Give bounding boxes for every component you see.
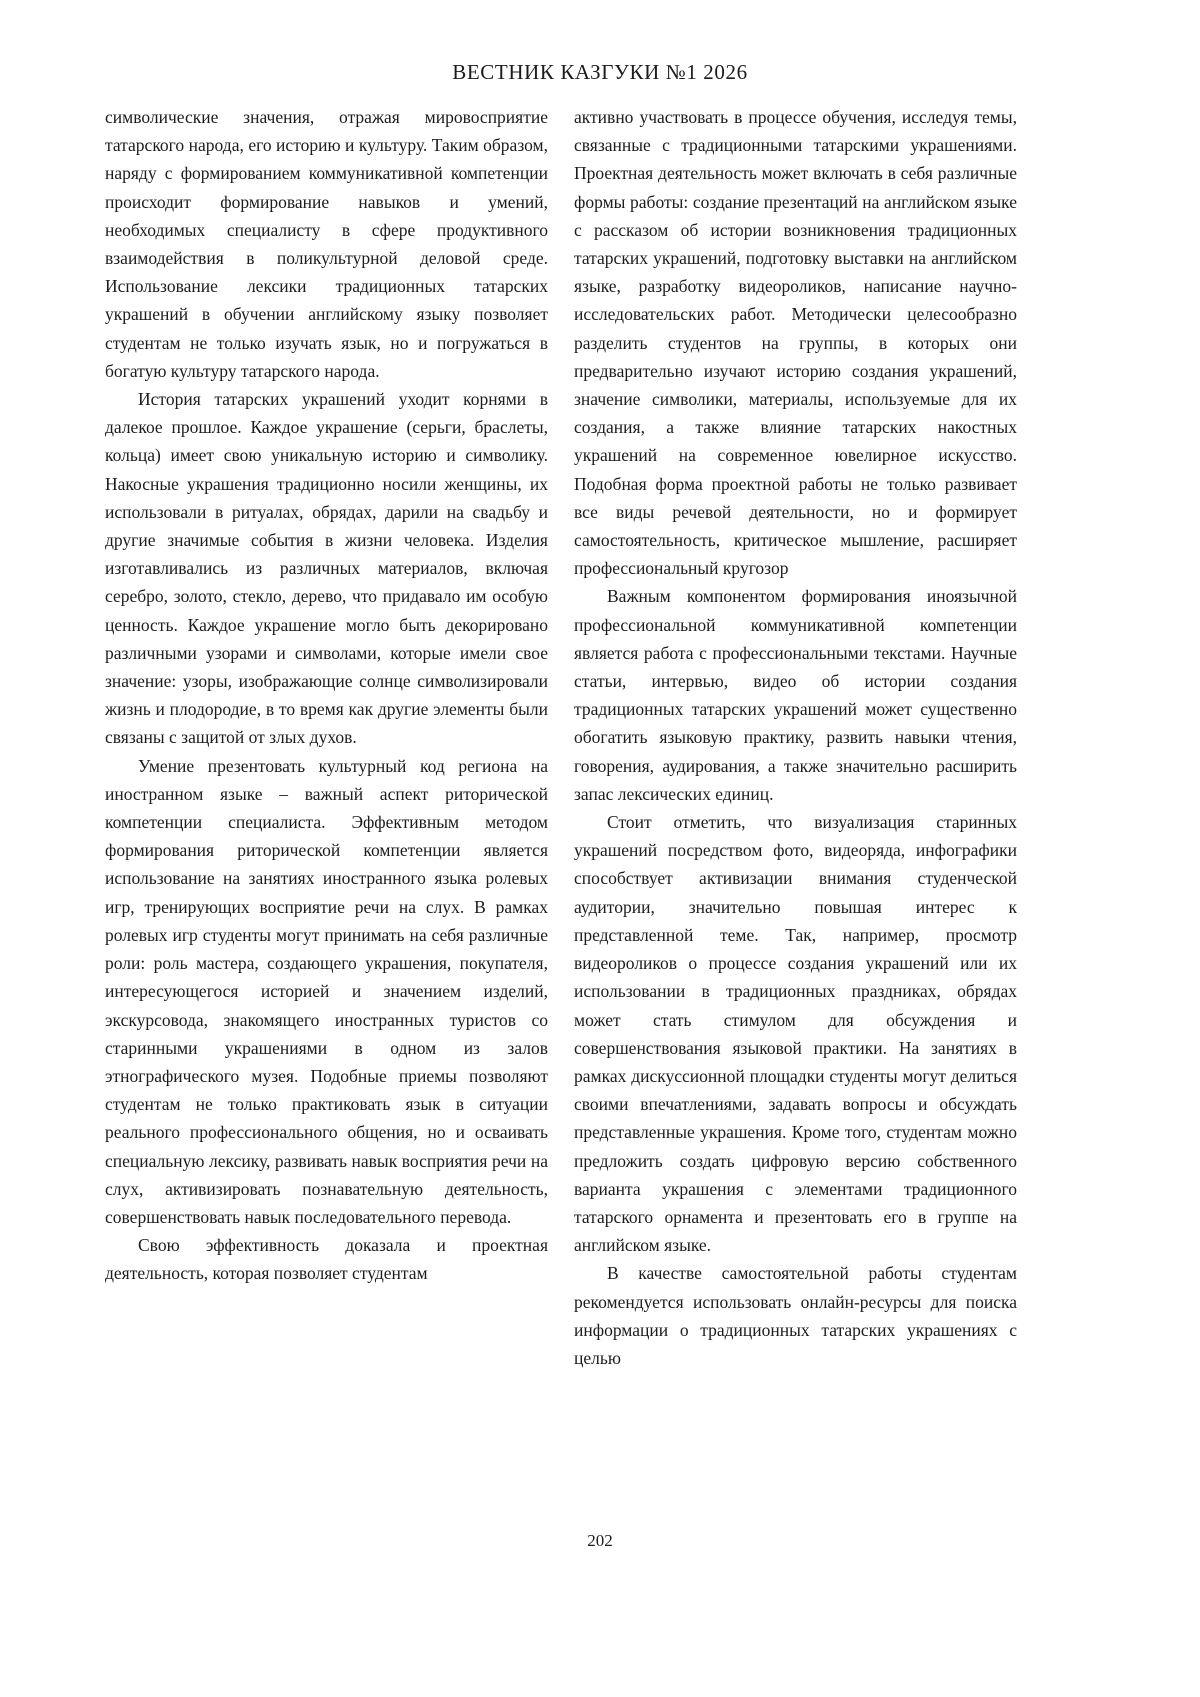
paragraph: Свою эффективность доказала и проектная деятельность, которая позволяет студентам: [105, 1235, 548, 1284]
journal-header-title: ВЕСТНИК КАЗГУКИ №1 2026: [452, 60, 748, 84]
paragraph: Умение презентовать культурный код региона на иностранном языке – важный аспект риторической компетенции специалиста. Эффективным методом формирования риторической компетенции является использование на занятиях иностранного языка ролевых игр, тренирующих восприятие речи на слух. В рамках ролевых игр студенты могут принимать на себя различные роли: роль мастера, создающего украшения, покупателя, интересующегося историей и значением изделий, экскурсовода, знакомящего иностранных туристов со старинными украшениями в одном из залов этнографического музея. Подобные приемы позволяют студентам не только практиковать язык в ситуации реального профессионального общения, но и осваивать специальную лексику, развивать навык восприятия речи на слух, активизировать познавательную деятельность, совершенствовать навык последовательного перевода.: [105, 755, 548, 1227]
left-column: [105, 103, 548, 1372]
paragraph: активно участвовать в процессе обучения, исследуя темы, связанные с традиционными татарскими украшениями. Проектная деятельность может включать в себя различные формы работы: создание презентаций на английском языке с рассказом об истории возникновения традиционных татарских украшений, подготовку выставки на английском языке, разработку видеороликов, написание научно-исследовательских работ. Методически целесообразно разделить студентов на группы, в которых они предварительно изучают историю создания украшений, значение символики, материалы, используемые для их создания, а также влияние татарских накостных украшений на современное ювелирное искусство. Подобная форма проектной работы не только развивает все виды речевой деятельности, но и формирует самостоятельность, критическое мышление, расширяет профессиональный кругозор: [574, 107, 1017, 579]
page-number: 202: [587, 1531, 613, 1550]
paragraph: Важным компонентом формирования иноязычной профессиональной коммуникативной компетенции является работа с профессиональными текстами. Научные статьи, интервью, видео об истории создания традиционных татарских украшений может существенно обогатить языковую практику, развить навыки чтения, говорения, аудирования, а также значительно расширить запас лексических единиц.: [574, 586, 1017, 804]
two-column-text-block: [105, 103, 1017, 1372]
paragraph: История татарских украшений уходит корнями в далекое прошлое. Каждое украшение (серьги, браслеты, кольца) имеет свою уникальную историю и символику. Накосные украшения традиционно носили женщины, их использовали в ритуалах, обрядах, дарили на свадьбу и другие значимые события в жизни человека. Изделия изготавливались из различных материалов, включая серебро, золото, стекло, дерево, что придавало им особую ценность. Каждое украшение могло быть декорировано различными узорами и символами, которые имели свое значение: узоры, изображающие солнце символизировали жизнь и плодородие, в то время как другие элементы были связаны с защитой от злых духов.: [105, 389, 548, 748]
paragraph: Стоит отметить, что визуализация старинных украшений посредством фото, видеоряда, инфографики способствует активизации внимания студенческой аудитории, значительно повышая интерес к представленной теме. Так, например, просмотр видеороликов о процессе создания украшений или их использовании в традиционных праздниках, обрядах может стать стимулом для обсуждения и совершенствования языковой практики. На занятиях в рамках дискуссионной площадки студенты могут делиться своими впечатлениями, задавать вопросы и обсуждать представленные украшения. Кроме того, студентам можно предложить создать цифровую версию собственного варианта украшения с элементами традиционного татарского орнамента и презентовать его в группе на английском языке.: [574, 812, 1017, 1256]
paragraph: В качестве самостоятельной работы студентам рекомендуется использовать онлайн-ресурсы для поиска информации о традиционных татарских украшениях с целью: [574, 1263, 1017, 1368]
paragraph: символические значения, отражая мировосприятие татарского народа, его историю и культуру. Таким образом, наряду с формированием коммуникативной компетенции происходит формирование навыков и умений, необходимых специалисту в сфере продуктивного взаимодействия в поликультурной деловой среде. Использование лексики традиционных татарских украшений в обучении английскому языку позволяет студентам не только изучать язык, но и погружаться в богатую культуру татарского народа.: [105, 107, 548, 381]
right-column: [574, 103, 1017, 1372]
